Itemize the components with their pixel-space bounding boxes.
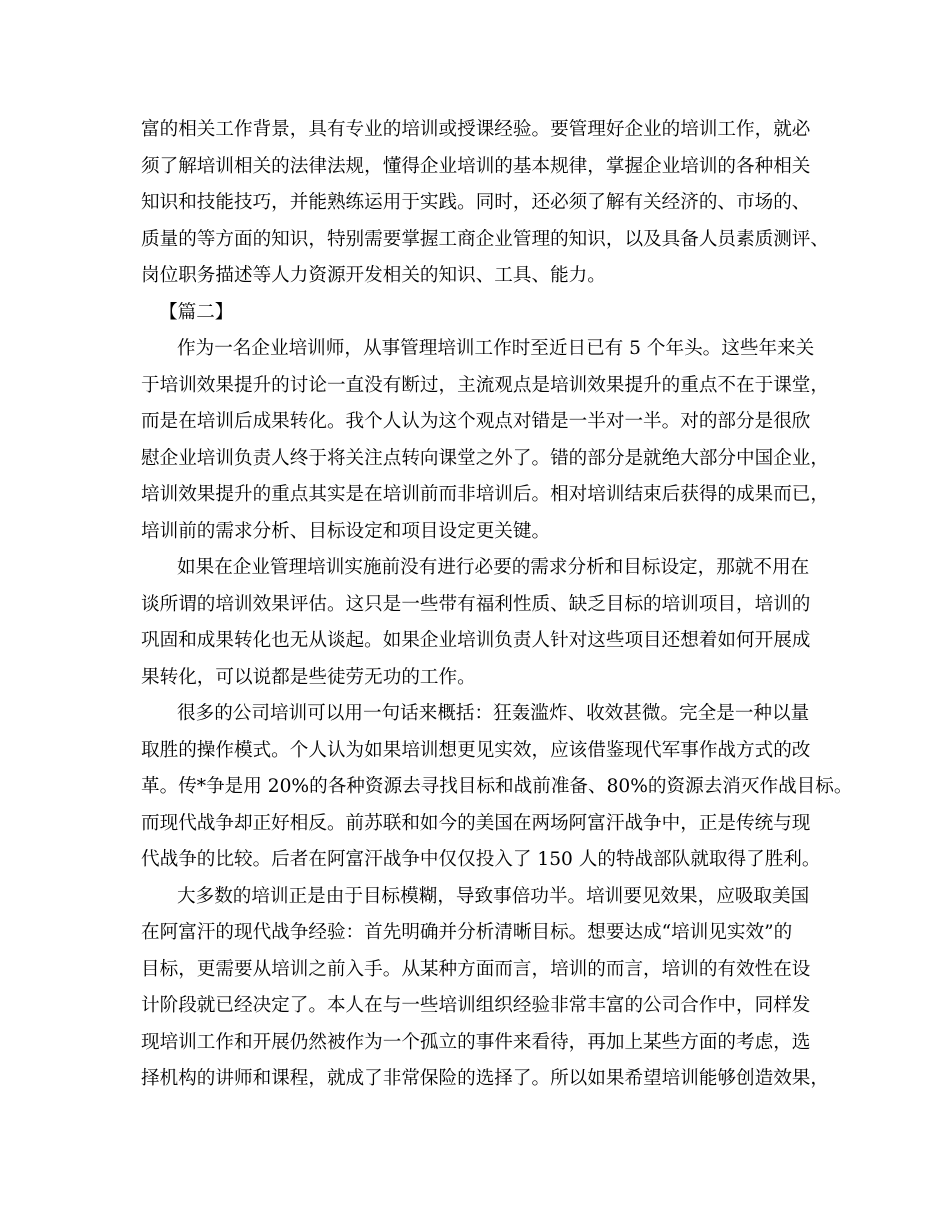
text-line: 巩固和成果转化也无从谈起。如果企业培训负责人针对这些项目还想着如何开展成: [141, 630, 811, 651]
text-line: 作为一名企业培训师，从事管理培训工作时至近日已有 5 个年头。这些年来关: [177, 338, 815, 359]
text-line: 择机构的讲师和课程，就成了非常保险的选择了。所以如果希望培训能够创造效果，: [141, 1068, 829, 1089]
paragraph-1: [141, 112, 829, 295]
paragraph-5: [141, 879, 829, 1098]
text-line: 而现代战争却正好相反。前苏联和如今的美国在两场阿富汗战争中，正是传统与现: [141, 812, 811, 834]
paragraph-2: [141, 331, 829, 550]
text-line: 富的相关工作背景，具有专业的培训或授课经验。要管理好企业的培训工作，就必: [141, 119, 811, 140]
text-line: 在阿富汗的现代战争经验：首先明确并分析清晰目标。想要达成“培训见实效”的: [141, 922, 793, 943]
text-line: 质量的等方面的知识，特别需要掌握工商企业管理的知识，以及具备人员素质测评、: [141, 228, 829, 250]
text-line: 现培训工作和开展仍然被作为一个孤立的事件来看待，再加上某些方面的考虑，选: [141, 1031, 811, 1053]
text-line: 岗位职务描述等人力资源开发相关的知识、工具、能力。: [141, 265, 606, 286]
text-line: 慰企业培训负责人终于将关注点转向课堂之外了。错的部分是就绝大部分中国企业，: [141, 447, 829, 469]
text-line: 须了解培训相关的法律法规，懂得企业培训的基本规律，掌握企业培训的各种相关: [141, 155, 811, 177]
section-heading: 【篇二】: [159, 301, 234, 323]
text-line: 谈所谓的培训效果评估。这只是一些带有福利性质、缺乏目标的培训项目，培训的: [141, 593, 811, 615]
text-line: 果转化，可以说都是些徒劳无功的工作。: [141, 666, 476, 688]
text-line: 大多数的培训正是由于目标模糊，导致事倍功半。培训要见效果，应吸取美国: [177, 885, 810, 907]
text-line: 而是在培训后成果转化。我个人认为这个观点对错是一半对一半。对的部分是很欣: [141, 411, 811, 432]
paragraph-3: [141, 550, 817, 696]
text-line: 计阶段就已经决定了。本人在与一些培训组织经验非常丰富的公司合作中，同样发: [141, 995, 811, 1016]
text-line: 革。传*争是用 20%的各种资源去寻找目标和战前准备、80%的资源去消灭作战目标。: [141, 776, 853, 797]
text-line: 如果在企业管理培训实施前没有进行必要的需求分析和目标设定，那就不用在: [177, 557, 810, 578]
text-line: 目标，更需要从培训之前入手。从某种方面而言，培训的而言，培训的有效性在设: [141, 958, 811, 980]
text-line: 培训前的需求分析、目标设定和项目设定更关键。: [141, 520, 551, 542]
text-line: 取胜的操作模式。个人认为如果培训想更见实效，应该借鉴现代军事作战方式的改: [141, 739, 811, 761]
text-line: 培训效果提升的重点其实是在培训前而非培训后。相对培训结束后获得的成果而已，: [141, 484, 829, 505]
text-line: 很多的公司培训可以用一句话来概括：狂轰滥炸、收效甚微。完全是一种以量: [177, 703, 810, 724]
text-line: 于培训效果提升的讨论一直没有断过，主流观点是培训效果提升的重点不在于课堂，: [141, 374, 829, 396]
document-body: [141, 112, 853, 1098]
text-line: 代战争的比较。后者在阿富汗战争中仅仅投入了 150 人的特战部队就取得了胜利。: [141, 849, 821, 870]
text-line: 知识和技能技巧，并能熟练运用于实践。同时，还必须了解有关经济的、市场的、: [141, 192, 811, 213]
paragraph-4: [141, 696, 853, 879]
